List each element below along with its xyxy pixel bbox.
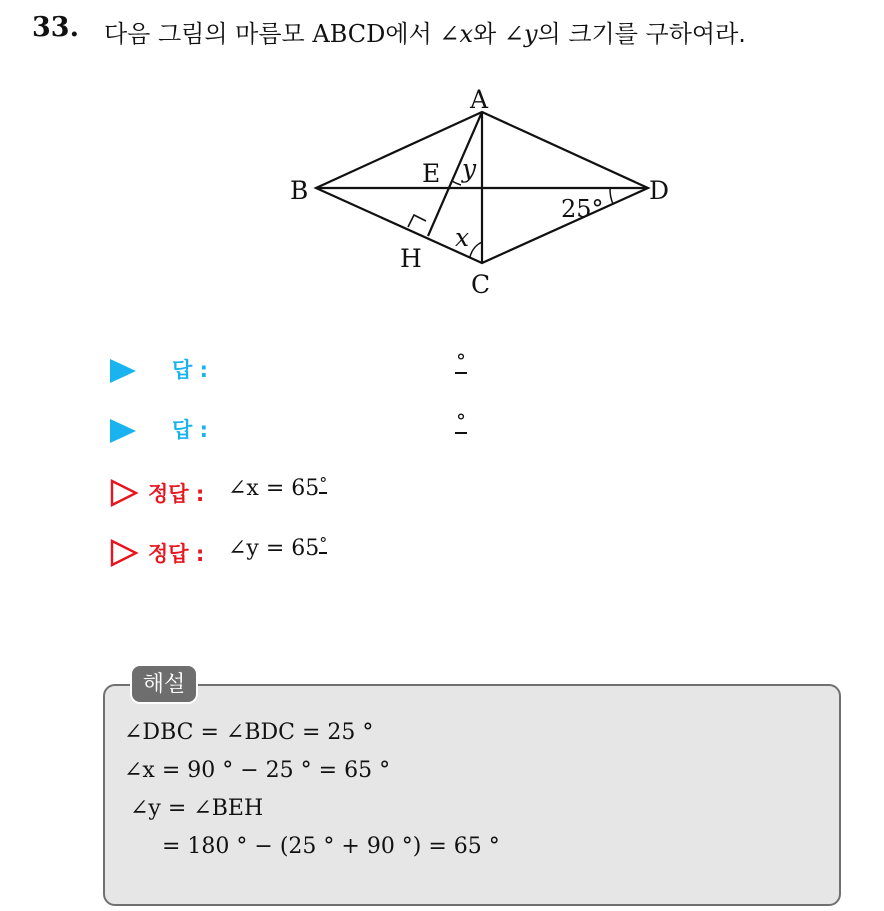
play-triangle-icon <box>110 359 136 383</box>
label-e: E <box>422 159 441 188</box>
solution-line-2: ∠x = 90 ° − 25 ° = 65 ° <box>124 758 391 783</box>
solution-box <box>103 684 841 906</box>
right-angle-mark <box>408 215 426 227</box>
outline-triangle-icon <box>110 478 140 508</box>
question-text-mid1: 에서 <box>385 20 440 48</box>
label-x: x <box>455 223 470 252</box>
shape-name: ABCD <box>312 20 386 48</box>
answer-label: 답 : <box>172 418 208 442</box>
correct-expr: ∠x = 65 <box>228 476 320 501</box>
correct-value <box>228 476 327 501</box>
answer-blank-degree[interactable]: ° <box>456 349 466 373</box>
label-y: y <box>462 154 477 183</box>
question-number: 33. <box>32 12 79 43</box>
question-text-after: 의 크기를 구하여라. <box>537 20 746 48</box>
label-a: A <box>470 85 489 114</box>
degree-unit: ° <box>319 534 328 553</box>
label-c: C <box>471 270 491 299</box>
solution-line-1: ∠DBC = ∠BDC = 25 ° <box>124 720 374 745</box>
label-b: B <box>290 176 309 205</box>
label-d: D <box>649 176 670 205</box>
label-25-degrees: 25° <box>561 195 604 223</box>
answer-label: 답 : <box>172 358 208 382</box>
question-text <box>104 14 746 49</box>
play-triangle-icon <box>110 419 136 443</box>
solution-tab: 해설 <box>130 664 198 704</box>
arc-y <box>452 181 461 185</box>
outline-triangle-icon <box>110 538 140 568</box>
rhombus-figure <box>280 80 680 300</box>
arc-x <box>470 242 482 257</box>
correct-label: 정답 : <box>148 482 205 506</box>
correct-label: 정답 : <box>148 542 205 566</box>
angle-x-ref: ∠x <box>439 20 474 48</box>
solution-line-4: = 180 ° − (25 ° + 90 °) = 65 ° <box>162 834 500 859</box>
label-h: H <box>400 244 422 273</box>
question-text-before: 다음 그림의 마름모 <box>104 20 313 48</box>
answer-blank-degree[interactable]: ° <box>456 409 466 433</box>
angle-y-ref: ∠y <box>503 20 538 48</box>
question-text-mid2: 와 <box>473 20 504 48</box>
correct-value <box>228 536 327 561</box>
solution-line-3: ∠y = ∠BEH <box>130 796 264 821</box>
degree-unit: ° <box>319 474 328 493</box>
correct-expr: ∠y = 65 <box>228 536 320 561</box>
arc-25 <box>610 188 613 204</box>
